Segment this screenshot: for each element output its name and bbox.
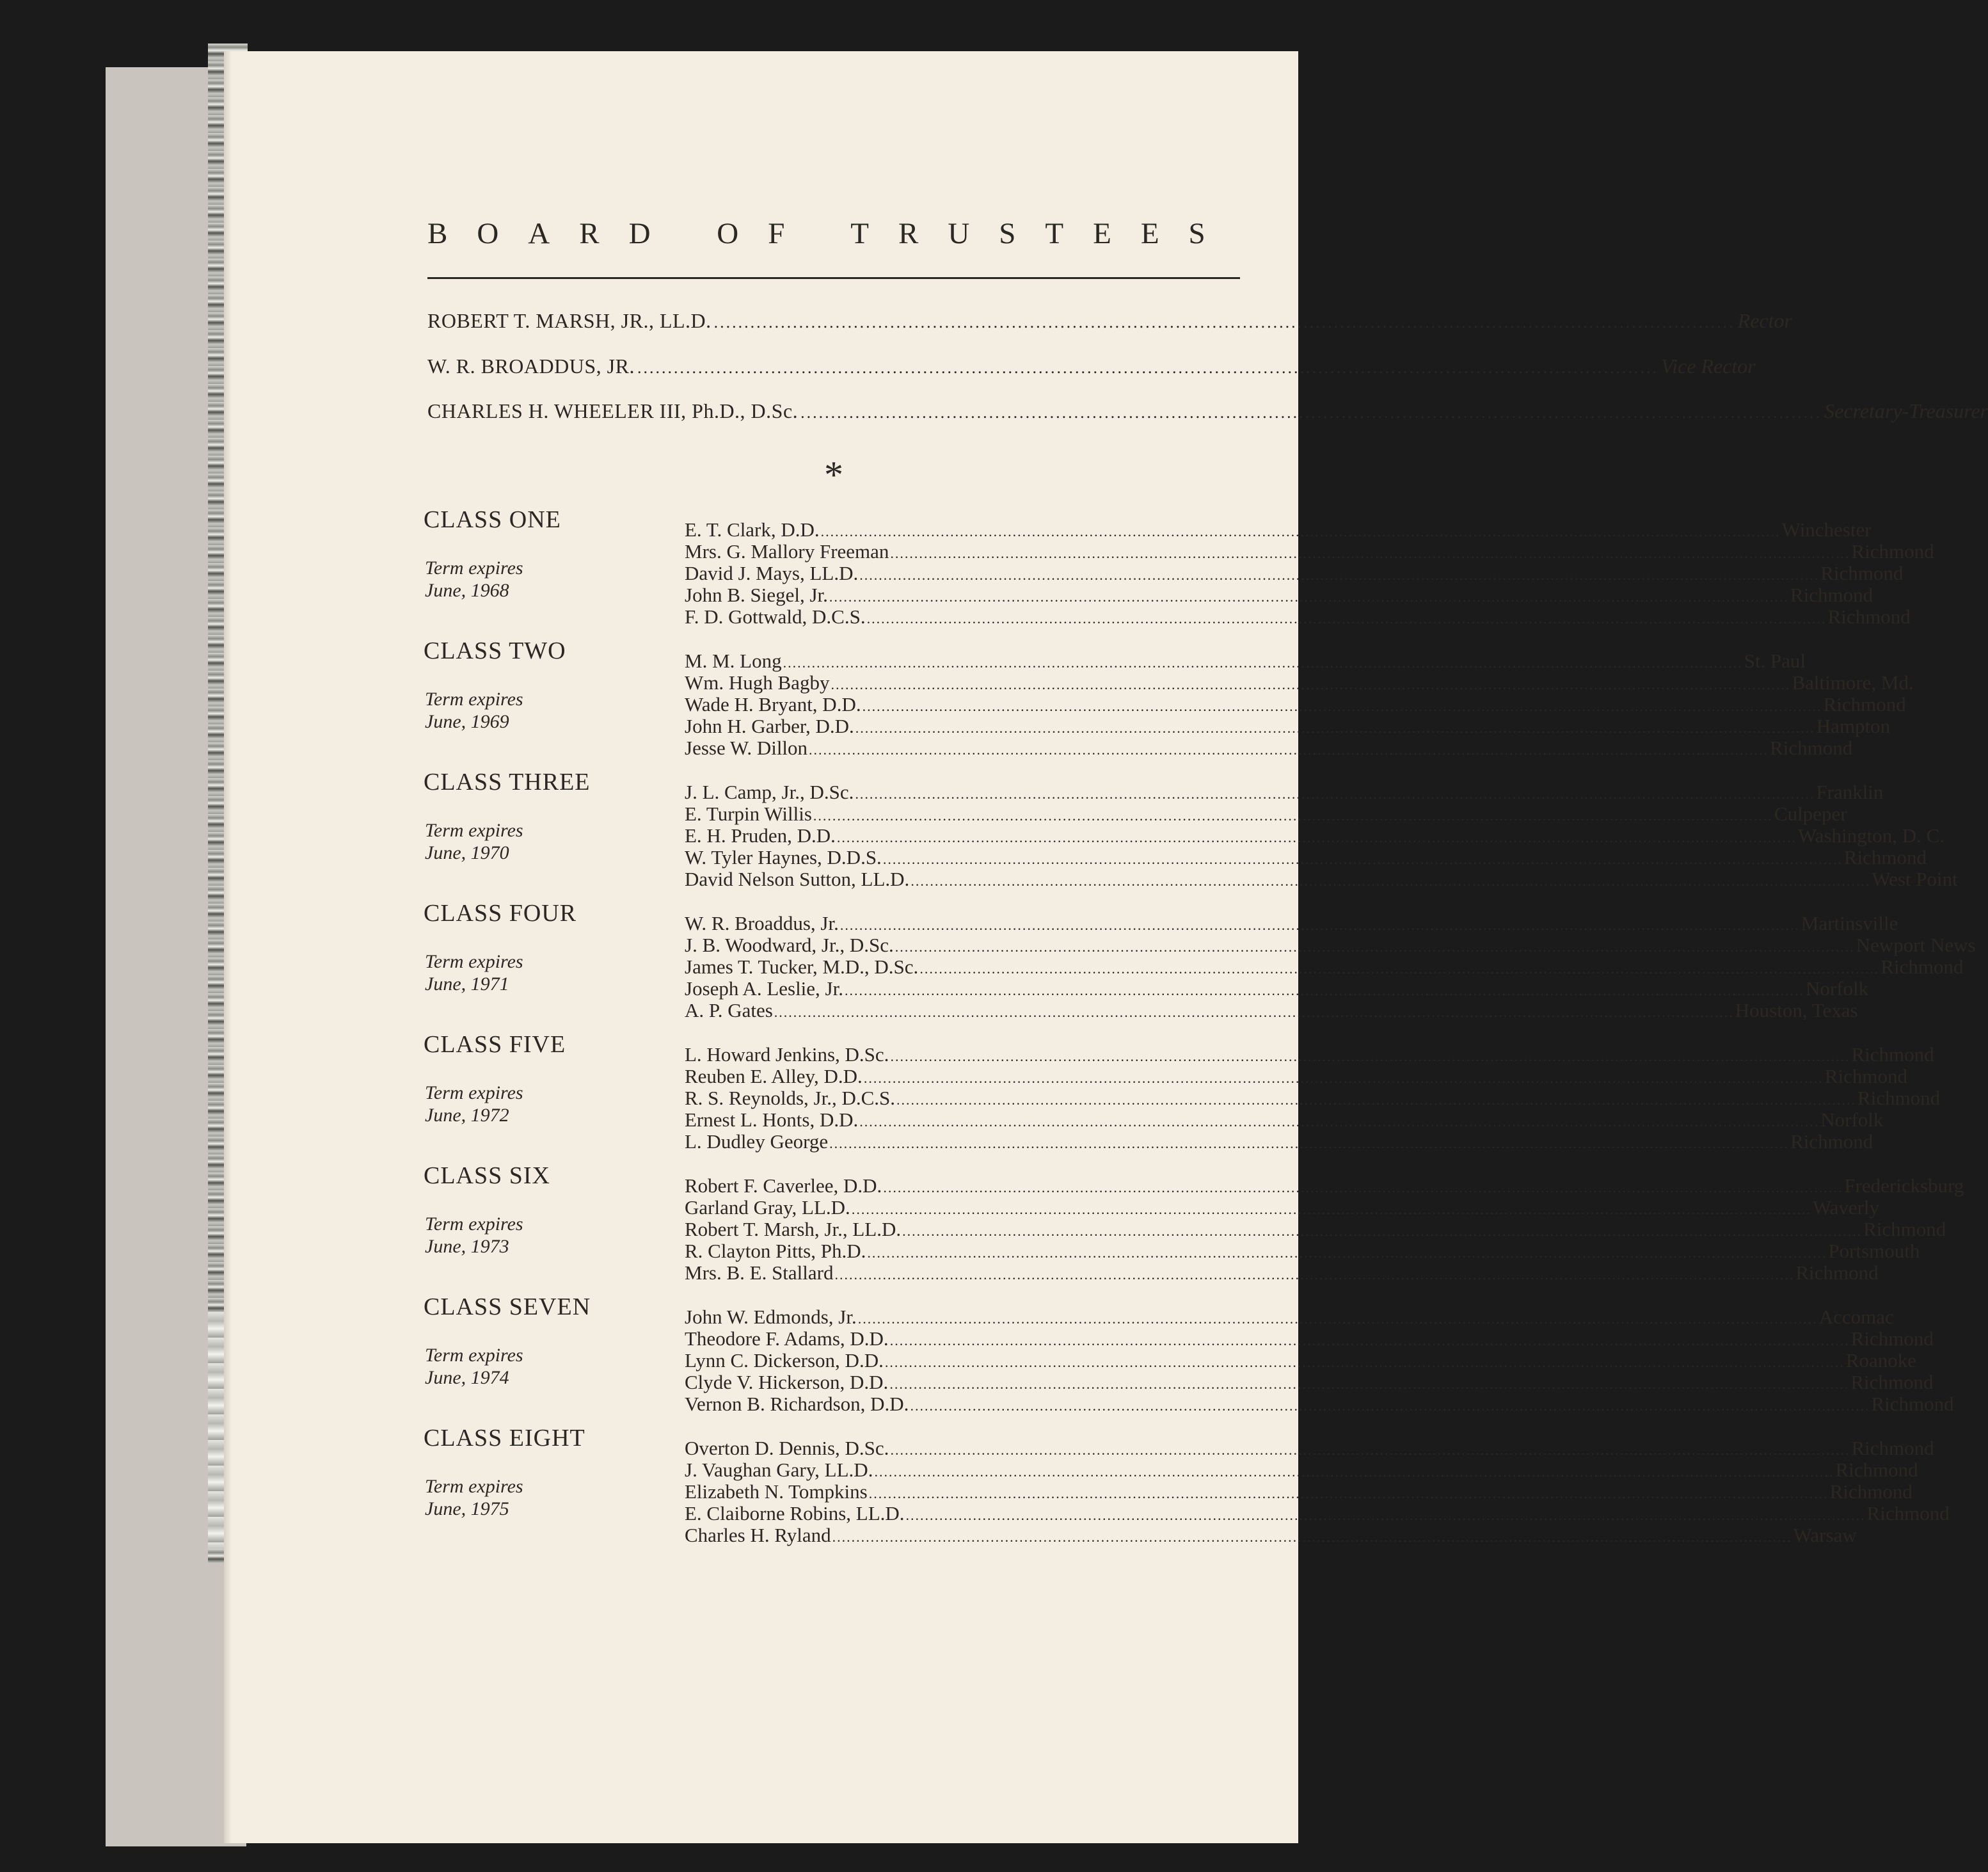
officer-row-vice-rector [427, 355, 1756, 387]
member-name: Overton D. Dennis, D.Sc. [685, 1437, 889, 1459]
member-list [685, 650, 1914, 759]
term-expires [425, 1344, 523, 1389]
page-title: BOARD OF TRUSTEES [427, 217, 1235, 250]
member-row [685, 868, 1958, 890]
member-city: Fredericksburg [1844, 1174, 1964, 1197]
member-city: Richmond [1829, 1480, 1912, 1503]
member-city: Richmond [1851, 540, 1934, 563]
class-name: CLASS EIGHT [424, 1425, 585, 1452]
term-date: June, 1971 [425, 973, 509, 995]
officer-row-rector [427, 309, 1792, 341]
member-row [685, 803, 1847, 825]
member-city: Richmond [1851, 1043, 1934, 1066]
member-row [685, 605, 1911, 628]
term-expires [425, 1082, 523, 1126]
class-block [422, 768, 1958, 899]
member-city: Roanoke [1845, 1349, 1917, 1372]
class-name: CLASS ONE [424, 506, 561, 533]
member-city: Portsmouth [1828, 1240, 1920, 1262]
leader-dots: ........................................................................................................................................................................................................ [884, 1354, 1845, 1370]
member-name: Jesse W. Dillon [685, 737, 808, 759]
member-name: David J. Mays, LL.D. [685, 562, 859, 584]
member-row [685, 715, 1891, 737]
leader-dots: ........................................................................................................................................................................................................ [890, 1442, 1850, 1458]
leader-dots: ........................................................................................................................................................................................................ [836, 829, 1797, 845]
member-row [685, 1174, 1964, 1197]
member-row [685, 1261, 1879, 1284]
member-row [685, 977, 1869, 1000]
member-name: J. B. Woodward, Jr., D.Sc. [685, 934, 894, 956]
officer-name: CHARLES H. WHEELER III, Ph.D., D.Sc. [427, 399, 799, 422]
class-name: CLASS TWO [424, 637, 566, 664]
member-row [685, 781, 1884, 803]
leader-dots: ........................................................................................................................................................................................................ [831, 676, 1791, 692]
leader-dots: ........................................................................................................................................................................................................ [868, 1485, 1829, 1501]
class-name: CLASS FOUR [424, 900, 577, 927]
member-name: Elizabeth N. Tompkins [685, 1480, 868, 1503]
member-city: Richmond [1863, 1218, 1946, 1240]
officer-name: ROBERT T. MARSH, JR., LL.D. [427, 309, 712, 332]
member-name: J. Vaughan Gary, LL.D. [685, 1459, 873, 1481]
member-list [685, 1437, 1950, 1546]
leader-dots: ........................................................................................................................................................................................................ [839, 917, 1800, 933]
member-name: L. Dudley George [685, 1130, 829, 1153]
title-rule [427, 277, 1240, 279]
member-city: Richmond [1790, 1130, 1873, 1153]
member-list [685, 1043, 1941, 1153]
member-name: James T. Tucker, M.D., D.Sc. [685, 956, 919, 978]
leader-dots: ........................................................................................................................................................................................................ [855, 786, 1815, 802]
member-city: West Point [1872, 868, 1958, 890]
member-name: Clyde V. Hickerson, D.D. [685, 1371, 889, 1393]
member-row [685, 1218, 1946, 1240]
member-list [685, 912, 1976, 1021]
member-name: Joseph A. Leslie, Jr. [685, 977, 843, 1000]
member-row [685, 1065, 1907, 1087]
member-name: Wade H. Bryant, D.D. [685, 693, 861, 716]
member-city: Norfolk [1806, 977, 1869, 1000]
class-name: CLASS THREE [424, 769, 591, 796]
leader-dots: ........................................................................................................................................................................................................ [882, 851, 1843, 867]
member-name: John W. Edmonds, Jr. [685, 1306, 857, 1328]
member-city: Franklin [1816, 781, 1884, 803]
leader-dots: ........................................................................................................................................................................................................ [813, 808, 1773, 824]
member-row [685, 1196, 1880, 1219]
member-name: Theodore F. Adams, D.D. [685, 1327, 889, 1350]
member-name: E. Turpin Willis [685, 803, 812, 825]
leader-dots: ........................................................................................................................................................................................................ [851, 1201, 1811, 1217]
term-date: June, 1975 [425, 1498, 509, 1519]
member-city: St. Paul [1744, 650, 1806, 672]
asterisk-separator: * [824, 454, 843, 496]
leader-dots: ........................................................................................................................................................................................................ [896, 1092, 1857, 1108]
member-name: R. Clayton Pitts, Ph.D. [685, 1240, 866, 1262]
leader-dots: ........................................................................................................................................................................................................ [783, 655, 1743, 671]
term-date: June, 1973 [425, 1236, 509, 1257]
member-row [685, 1480, 1912, 1503]
member-city: Winchester [1781, 518, 1872, 541]
member-city: Richmond [1866, 1502, 1950, 1524]
member-name: Mrs. B. E. Stallard [685, 1261, 834, 1284]
leader-dots: ........................................................................................................................................................................................................ [905, 1507, 1866, 1523]
term-label: Term expires [425, 820, 523, 841]
member-row [685, 1108, 1884, 1131]
term-label: Term expires [425, 1213, 523, 1235]
member-row [685, 1371, 1934, 1393]
member-city: Richmond [1843, 846, 1927, 868]
member-row [685, 1306, 1894, 1328]
member-city: Houston, Texas [1735, 999, 1858, 1021]
member-name: Robert T. Marsh, Jr., LL.D. [685, 1218, 902, 1240]
member-city: Baltimore, Md. [1792, 671, 1914, 694]
term-date: June, 1974 [425, 1367, 509, 1388]
leader-dots: ........................................................................................................................................................................ [637, 358, 1658, 377]
leader-dots: ........................................................................................................................................................................................................ [889, 1376, 1850, 1392]
leader-dots: ........................................................................................................................................................................................................ [910, 1398, 1870, 1414]
member-row [685, 650, 1806, 672]
term-expires [425, 1475, 523, 1520]
leader-dots: ........................................................................................................................................................................................................ [890, 545, 1850, 561]
leader-dots: ........................................................................................................................................................................................................ [862, 698, 1822, 714]
leader-dots: ........................................................................................................................................................................................................ [820, 524, 1781, 540]
member-row [685, 671, 1914, 694]
member-row [685, 737, 1853, 759]
page-gutter-shadow [224, 51, 232, 1843]
member-row [685, 934, 1976, 956]
leader-dots: ........................................................................................................................................................................................................ [874, 1464, 1834, 1480]
member-row [685, 1087, 1941, 1109]
leader-dots: ........................................................................................................................................................................................................ [867, 1245, 1827, 1261]
term-date: June, 1970 [425, 842, 509, 863]
leader-dots: ........................................................................................................................................................................................................ [911, 873, 1871, 889]
class-name: CLASS SEVEN [424, 1293, 591, 1320]
leader-dots: ........................................................................................................................................................................................................ [902, 1223, 1863, 1239]
member-name: E. T. Clark, D.D. [685, 518, 820, 541]
member-name: Vernon B. Richardson, D.D. [685, 1393, 909, 1415]
member-name: John H. Garber, D.D. [685, 715, 854, 737]
leader-dots: ........................................................................................................................................................................ [713, 313, 1735, 332]
term-date: June, 1972 [425, 1105, 509, 1126]
member-row [685, 1437, 1934, 1459]
member-name: E. Claiborne Robins, LL.D. [685, 1502, 905, 1524]
term-label: Term expires [425, 557, 523, 579]
officer-role: Secretary-Treasurer [1824, 399, 1988, 422]
leader-dots: ........................................................................................................................................................................................................ [863, 1070, 1824, 1086]
term-expires [425, 688, 523, 733]
member-city: Richmond [1770, 737, 1853, 759]
member-city: Richmond [1881, 956, 1964, 978]
member-name: Mrs. G. Mallory Freeman [685, 540, 889, 563]
class-block [422, 899, 1976, 1030]
leader-dots: ........................................................................................................................................................................................................ [834, 1267, 1795, 1283]
term-expires [425, 950, 523, 995]
member-name: Robert F. Caverlee, D.D. [685, 1174, 882, 1197]
member-row [685, 693, 1906, 716]
member-list [685, 518, 1934, 628]
member-name: L. Howard Jenkins, D.Sc. [685, 1043, 889, 1066]
member-city: Richmond [1790, 584, 1873, 606]
leader-dots: ........................................................................................................................................................................................................ [774, 1004, 1734, 1020]
term-expires [425, 1213, 523, 1258]
member-city: Norfolk [1820, 1108, 1884, 1131]
leader-dots: ........................................................................................................................................................................................................ [883, 1180, 1843, 1196]
member-row [685, 1524, 1857, 1546]
member-city: Warsaw [1793, 1524, 1857, 1546]
officer-name: W. R. BROADDUS, JR. [427, 355, 635, 378]
class-block [422, 637, 1914, 768]
term-label: Term expires [425, 1345, 523, 1366]
member-city: Hampton [1816, 715, 1891, 737]
member-city: Richmond [1827, 605, 1911, 628]
term-expires [425, 819, 523, 864]
term-date: June, 1968 [425, 580, 509, 601]
member-name: A. P. Gates [685, 999, 773, 1021]
class-block [422, 1030, 1941, 1162]
class-name: CLASS SIX [424, 1162, 550, 1189]
member-name: E. H. Pruden, D.D. [685, 824, 836, 847]
leader-dots: ........................................................................................................................................................................................................ [859, 1114, 1820, 1130]
officer-role: Vice Rector [1660, 355, 1756, 378]
member-city: Waverly [1812, 1196, 1880, 1219]
term-expires [425, 557, 523, 602]
member-name: David Nelson Sutton, LL.D. [685, 868, 910, 890]
member-row [685, 584, 1873, 606]
class-block [422, 506, 1934, 637]
leader-dots: ........................................................................................................................................................................................................ [829, 1135, 1790, 1151]
member-row [685, 1393, 1954, 1415]
member-city: Richmond [1823, 693, 1906, 716]
member-city: Richmond [1824, 1065, 1907, 1087]
member-city: Richmond [1820, 562, 1904, 584]
member-city: Richmond [1850, 1371, 1934, 1393]
leader-dots: ........................................................................................................................................................................................................ [855, 720, 1815, 736]
leader-dots: ........................................................................................................................................................................................................ [919, 961, 1880, 977]
member-city: Richmond [1795, 1261, 1879, 1284]
leader-dots: ........................................................................................................................................................................................................ [857, 1311, 1818, 1327]
member-row [685, 518, 1872, 541]
member-row [685, 1043, 1934, 1066]
leader-dots: ........................................................................................................................................................................................................ [859, 567, 1820, 583]
member-name: Garland Gray, LL.D. [685, 1196, 850, 1219]
term-label: Term expires [425, 951, 523, 972]
member-name: Reuben E. Alley, D.D. [685, 1065, 863, 1087]
member-name: J. L. Camp, Jr., D.Sc. [685, 781, 854, 803]
member-row [685, 540, 1934, 563]
member-name: R. S. Reynolds, Jr., D.C.S. [685, 1087, 896, 1109]
officer-role: Rector [1737, 309, 1792, 332]
member-row [685, 956, 1964, 978]
leader-dots: ........................................................................................................................................................................................................ [832, 1529, 1792, 1545]
member-row [685, 562, 1904, 584]
term-label: Term expires [425, 1082, 523, 1103]
leader-dots: ........................................................................................................................................................................................................ [890, 1048, 1850, 1064]
leader-dots: ........................................................................................................................................................................................................ [829, 589, 1789, 605]
member-city: Washington, D. C. [1797, 824, 1945, 847]
member-row [685, 1502, 1950, 1524]
member-city: Accomac [1818, 1306, 1894, 1328]
member-city: Richmond [1857, 1087, 1941, 1109]
member-name: John B. Siegel, Jr. [685, 584, 828, 606]
leader-dots: ........................................................................................................................................................................................................ [809, 742, 1769, 758]
member-name: Wm. Hugh Bagby [685, 671, 830, 694]
member-city: Richmond [1835, 1459, 1918, 1481]
member-city: Richmond [1851, 1437, 1934, 1459]
member-name: Lynn C. Dickerson, D.D. [685, 1349, 884, 1372]
member-row [685, 846, 1927, 868]
term-date: June, 1969 [425, 711, 509, 732]
member-list [685, 781, 1958, 890]
member-city: Newport News [1856, 934, 1976, 956]
class-name: CLASS FIVE [424, 1031, 566, 1058]
member-name: W. Tyler Haynes, D.D.S. [685, 846, 882, 868]
leader-dots: ........................................................................................................................................................................................................ [895, 939, 1855, 955]
member-row [685, 1130, 1873, 1153]
member-row [685, 824, 1945, 847]
member-city: Richmond [1871, 1393, 1954, 1415]
member-row [685, 912, 1898, 934]
class-block [422, 1424, 1950, 1555]
member-name: W. R. Broaddus, Jr. [685, 912, 839, 934]
member-list [685, 1306, 1954, 1415]
member-row [685, 1327, 1934, 1350]
member-name: Charles H. Ryland [685, 1524, 831, 1546]
class-block [422, 1162, 1964, 1293]
leader-dots: ........................................................................................................................................................................................................ [889, 1332, 1850, 1348]
member-name: Ernest L. Honts, D.D. [685, 1108, 859, 1131]
member-row [685, 1459, 1918, 1481]
leader-dots: ........................................................................................................................................................................................................ [845, 982, 1804, 998]
term-label: Term expires [425, 1476, 523, 1497]
member-name: F. D. Gottwald, D.C.S. [685, 605, 866, 628]
member-city: Martinsville [1801, 912, 1898, 934]
class-block [422, 1293, 1954, 1424]
member-list [685, 1174, 1964, 1284]
member-row [685, 1240, 1920, 1262]
member-city: Culpeper [1774, 803, 1847, 825]
member-name: M. M. Long [685, 650, 782, 672]
term-label: Term expires [425, 689, 523, 710]
member-city: Richmond [1850, 1327, 1934, 1350]
member-row [685, 1349, 1917, 1372]
leader-dots: ........................................................................................................................................................................ [800, 403, 1822, 422]
officer-row-secretary-treasurer [427, 399, 1988, 431]
member-row [685, 999, 1858, 1021]
leader-dots: ........................................................................................................................................................................................................ [866, 611, 1827, 627]
